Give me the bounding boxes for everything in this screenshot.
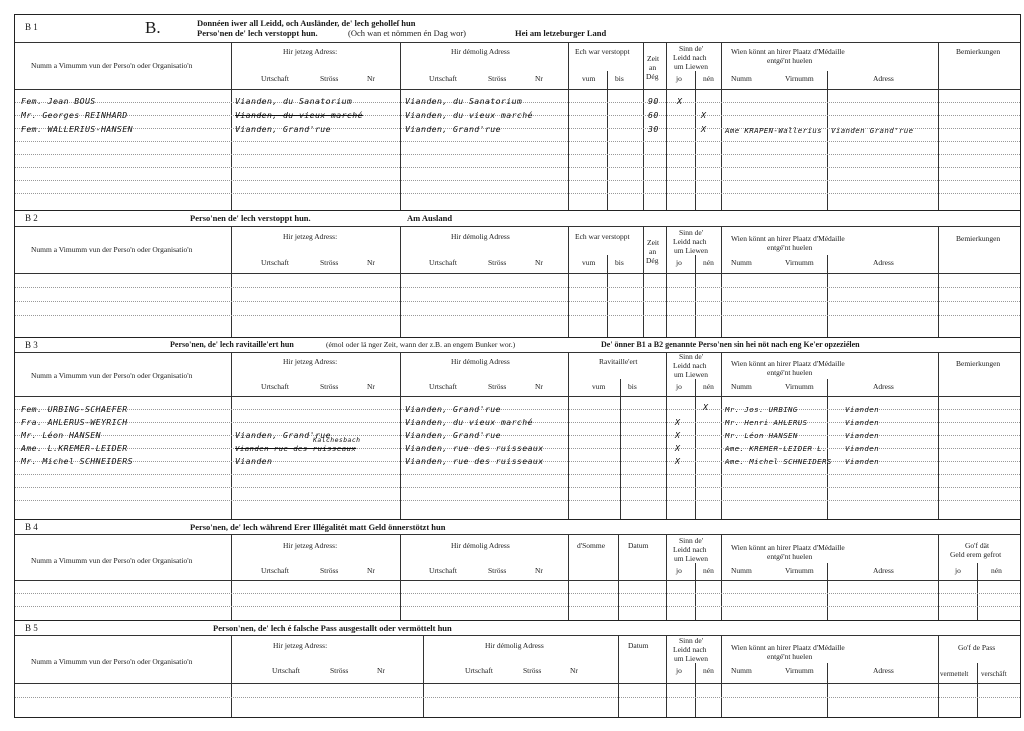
b1-cur-street: Ströss xyxy=(320,74,339,83)
b4-alive2: Leidd nach xyxy=(673,545,707,554)
b1-hidden-header: Ech war verstoppt xyxy=(575,47,630,56)
b4-former-address-header: Hir démolig Adress xyxy=(451,541,510,550)
b4-alive3: um Liewen xyxy=(674,554,708,563)
b3-m-addr: Adress xyxy=(873,382,894,391)
b3-row4-name: Ame. L.KREMER-LEIDER xyxy=(21,443,128,453)
b1-m-first: Virnumm xyxy=(785,74,814,83)
b4-money2: Geld erem gefrot xyxy=(950,550,1002,559)
b3-for-locality: Urtschaft xyxy=(429,382,457,391)
b5-cur-street: Ströss xyxy=(330,666,349,675)
b4-m-addr: Adress xyxy=(873,566,894,575)
b2-code: B 2 xyxy=(25,213,38,223)
b1-row2-days: 60 xyxy=(648,110,659,120)
b3-row1-former: Vianden, Grand'rue xyxy=(405,404,501,414)
b4-cur-locality: Urtschaft xyxy=(261,566,289,575)
b3-row4-yes: X xyxy=(675,443,681,453)
b2-time3: Dég xyxy=(646,256,659,265)
b5-title: Person'nen, de' lech é falsche Pass ausgestallt oder vermöttelt hun xyxy=(213,623,452,633)
b3-row5-name: Mr. Michel SCHNEIDERS xyxy=(21,456,133,466)
b5-name-header: Numm a Vimumm vun der Perso'n oder Organisatio'n xyxy=(31,657,193,666)
b1-medal1: Wien könnt an hirer Plaatz d'Médaille xyxy=(731,47,845,56)
b1-remarks: Bemierkungen xyxy=(956,47,1001,56)
b4-cur-nr: Nr xyxy=(367,566,375,575)
b3-row3-name: Mr. Léon HANSEN xyxy=(21,430,101,440)
b1-row3-medal-name: Ame KRAPEN-Wallerius xyxy=(725,126,822,135)
b2-until: bis xyxy=(615,258,624,267)
b4-title: Perso'nen, de' lech während Erer Illégalitét matt Geld önnerstötzt hun xyxy=(190,522,446,532)
b4-m-name: Numm xyxy=(731,566,752,575)
b2-title: Perso'nen de' lech verstoppt hun. xyxy=(190,213,311,223)
b5-made: verschäft xyxy=(981,670,1007,678)
b2-cur-nr: Nr xyxy=(367,258,375,267)
b2-m-first: Virnumm xyxy=(785,258,814,267)
b3-name-header: Numm a Vimumm vun der Perso'n oder Organisatio'n xyxy=(31,371,193,380)
b1-alive1: Sinn de' xyxy=(679,44,704,53)
b5-medal2: entgé'nt huelen xyxy=(767,652,813,661)
b1-for-street: Ströss xyxy=(488,74,507,83)
b2-former-address-header: Hir démolig Adress xyxy=(451,232,510,241)
b1-until: bis xyxy=(615,74,624,83)
b4-for-nr: Nr xyxy=(535,566,543,575)
b4-current-address-header: Hir jetzeg Adress: xyxy=(283,541,338,550)
b5-date-header: Datum xyxy=(628,641,649,650)
b5-issued: vermettelt xyxy=(940,670,969,678)
b2-medal2: entgé'nt huelen xyxy=(767,243,813,252)
b2-alive2: Leidd nach xyxy=(673,237,707,246)
b5-pass-header: Go'f de Pass xyxy=(958,643,996,652)
b1-row2-no: X xyxy=(701,110,707,120)
b5-cur-nr: Nr xyxy=(377,666,385,675)
b4-code: B 4 xyxy=(25,522,38,532)
b1-no: nén xyxy=(703,74,714,83)
b3-alive3: um Liewen xyxy=(674,370,708,379)
b1-medal2: entgé'nt huelen xyxy=(767,56,813,65)
b5-medal1: Wien könnt an hirer Plaatz d'Médaille xyxy=(731,643,845,652)
b3-title-a: Perso'nen, de' lech ravitaille'ert hun xyxy=(170,340,294,349)
b1-for-nr: Nr xyxy=(535,74,543,83)
b5-m-name: Numm xyxy=(731,666,752,675)
b1-name-header: Numm a Vimumm vun der Perso'n oder Organisatio'n xyxy=(31,61,193,70)
b5-for-nr: Nr xyxy=(570,666,578,675)
b1-row2-name: Mr. Georges REINHARD xyxy=(21,110,128,120)
b2-time1: Zeit xyxy=(647,238,660,247)
b1-title-line1: Donnéen iwer all Leidd, och Ausländer, de' lech geholleſ hun xyxy=(197,18,416,28)
b4-cur-street: Ströss xyxy=(320,566,339,575)
b2-cur-locality: Urtschaft xyxy=(261,258,289,267)
b2-remarks: Bemierkungen xyxy=(956,234,1001,243)
b3-remarks: Bemierkungen xyxy=(956,359,1001,368)
b1-code: B 1 xyxy=(25,22,38,32)
b2-for-locality: Urtschaft xyxy=(429,258,457,267)
b3-no: nén xyxy=(703,382,714,391)
b3-row3-medal-addr: Vianden xyxy=(845,431,879,440)
b1-yes: jo xyxy=(676,74,682,83)
b2-m-name: Numm xyxy=(731,258,752,267)
b3-row4-medal-addr: Vianden xyxy=(845,444,879,453)
form-page xyxy=(14,14,1021,718)
b5-cur-locality: Urtschaft xyxy=(272,666,300,675)
b3-row4-medal-name: Ame. KREMER-LEIDER L. xyxy=(725,444,827,453)
b1-row3-current: Vianden, Grand'rue xyxy=(235,124,331,134)
b1-row1-current: Vianden, du Sanatorium xyxy=(235,96,353,106)
b3-yes: jo xyxy=(676,382,682,391)
b3-row1-medal-name: Mr. Jos. URBING xyxy=(725,405,798,414)
b1-row3-name: Fem. WALLERIUS-HANSEN xyxy=(21,124,133,134)
b5-alive3: um Liewen xyxy=(674,654,708,663)
b3-m-name: Numm xyxy=(731,382,752,391)
b3-cur-locality: Urtschaft xyxy=(261,382,289,391)
b3-ravit-header: Ravitaille'ert xyxy=(599,357,638,366)
b2-current-address-header: Hir jetzeg Adress: xyxy=(283,232,338,241)
b4-sum-header: d'Somme xyxy=(577,541,606,550)
b1-row2-current: Vianden, du vieux marché xyxy=(235,110,363,120)
b5-m-addr: Adress xyxy=(873,666,894,675)
b1-former-address-header: Hir démolig Adress xyxy=(451,47,510,56)
b1-m-name: Numm xyxy=(731,74,752,83)
b5-alive2: Leidd nach xyxy=(673,645,707,654)
b3-row2-name: Fra. AHLERUS-WEYRICH xyxy=(21,417,128,427)
b2-time2: an xyxy=(649,247,657,256)
b4-date-header: Datum xyxy=(628,541,649,550)
b1-time3: Dég xyxy=(646,72,659,81)
b3-row3-yes: X xyxy=(675,430,681,440)
b3-row2-former: Vianden, du vieux marché xyxy=(405,417,533,427)
b1-row3-no: X xyxy=(701,124,707,134)
b5-no: nén xyxy=(703,666,714,675)
b4-name-header: Numm a Vimumm vun der Perso'n oder Organisatio'n xyxy=(31,556,193,565)
b3-current-address-header: Hir jetzeg Adress: xyxy=(283,357,338,366)
b3-row3-current: Vianden, Grand'rue xyxy=(235,430,331,440)
b5-m-first: Virnumm xyxy=(785,666,814,675)
b2-hidden-header: Ech war verstoppt xyxy=(575,232,630,241)
b1-alive3: um Liewen xyxy=(674,62,708,71)
b5-code: B 5 xyxy=(25,623,38,633)
b1-row1-former: Vianden, du Sanatorium xyxy=(405,96,523,106)
b1-row1-name: Fem. Jean BOUS xyxy=(21,96,96,106)
b5-yes: jo xyxy=(676,666,682,675)
b2-alive1: Sinn de' xyxy=(679,228,704,237)
b1-cur-locality: Urtschaft xyxy=(261,74,289,83)
b2-for-street: Ströss xyxy=(488,258,507,267)
b4-medal2: entgé'nt huelen xyxy=(767,552,813,561)
b3-row2-medal-addr: Vianden xyxy=(845,418,879,427)
b4-alive1: Sinn de' xyxy=(679,536,704,545)
b4-money-no: nén xyxy=(991,566,1002,575)
b2-name-header: Numm a Vimumm vun der Perso'n oder Organisatio'n xyxy=(31,245,193,254)
b5-for-street: Ströss xyxy=(523,666,542,675)
b4-m-first: Virnumm xyxy=(785,566,814,575)
b1-header-rule xyxy=(15,42,1020,43)
b1-m-addr: Adress xyxy=(873,74,894,83)
b2-for-nr: Nr xyxy=(535,258,543,267)
b3-row2-medal-name: Mr. Henri AHLERUS xyxy=(725,418,808,427)
b3-medal2: entgé'nt huelen xyxy=(767,368,813,377)
b3-row4-current-correction: Kalchesbach xyxy=(313,436,361,444)
b1-cur-nr: Nr xyxy=(367,74,375,83)
b3-medal1: Wien könnt an hirer Plaatz d'Médaille xyxy=(731,359,845,368)
form-letter: B. xyxy=(145,18,161,37)
b4-no: nén xyxy=(703,566,714,575)
b4-for-locality: Urtschaft xyxy=(429,566,457,575)
b2-cur-street: Ströss xyxy=(320,258,339,267)
b5-alive1: Sinn de' xyxy=(679,636,704,645)
b1-alive2: Leidd nach xyxy=(673,53,707,62)
b1-row3-medal-addr: Vianden Grand'rue xyxy=(831,126,914,135)
b3-row1-no: X xyxy=(703,402,709,412)
b3-row2-yes: X xyxy=(675,417,681,427)
b3-m-first: Virnumm xyxy=(785,382,814,391)
b3-until: bis xyxy=(628,382,637,391)
b3-row5-yes: X xyxy=(675,456,681,466)
b1-row3-days: 30 xyxy=(648,124,659,134)
b2-alive3: um Liewen xyxy=(674,246,708,255)
b3-row4-current: Vianden rue des ruisseaux xyxy=(235,444,357,453)
b4-yes: jo xyxy=(676,566,682,575)
b1-time1: Zeit xyxy=(647,54,660,63)
b4-money-yes: jo xyxy=(955,566,961,575)
b3-row3-medal-name: Mr. Léon HANSEN xyxy=(725,431,798,440)
b1-title-line2a: Perso'nen de' lech verstoppt hun. xyxy=(197,28,318,38)
b3-title-b: (émol oder lä nger Zeit, wann der z.B. an engem Bunker wor.) xyxy=(326,340,516,349)
b2-yes: jo xyxy=(676,258,682,267)
b3-code: B 3 xyxy=(25,340,38,350)
b2-m-addr: Adress xyxy=(873,258,894,267)
b1-title-line2b: (Och wan et nömmen én Dag wor) xyxy=(348,28,467,38)
b2-from: vum xyxy=(582,258,596,267)
b3-row1-name: Fem. URBING-SCHAEFER xyxy=(21,404,128,414)
b1-row1-days: 90 xyxy=(648,96,659,106)
b2-medal1: Wien könnt an hirer Plaatz d'Médaille xyxy=(731,234,845,243)
b5-former-address-header: Hir démolig Adress xyxy=(485,641,544,650)
b1-for-locality: Urtschaft xyxy=(429,74,457,83)
b3-for-street: Ströss xyxy=(488,382,507,391)
b3-from: vum xyxy=(592,382,606,391)
b3-row5-current: Vianden xyxy=(235,456,273,466)
b1-from: vum xyxy=(582,74,596,83)
b1-row1-yes: X xyxy=(677,96,683,106)
b3-for-nr: Nr xyxy=(535,382,543,391)
b3-row5-medal-addr: Vianden xyxy=(845,457,879,466)
b4-for-street: Ströss xyxy=(488,566,507,575)
b3-cur-street: Ströss xyxy=(320,382,339,391)
b3-cur-nr: Nr xyxy=(367,382,375,391)
b3-row1-medal-addr: Vianden xyxy=(845,405,879,414)
b1-time2: an xyxy=(649,63,657,72)
b3-row3-former: Vianden, Grand'rue xyxy=(405,430,501,440)
b4-medal1: Wien könnt an hirer Plaatz d'Médaille xyxy=(731,543,845,552)
b1-current-address-header: Hir jetzeg Adress: xyxy=(283,47,338,56)
b1-title-line2c: Hei am letzeburger Land xyxy=(515,28,607,38)
b2-no: nén xyxy=(703,258,714,267)
b1-row3-former: Vianden, Grand'rue xyxy=(405,124,501,134)
b3-row4-former: Vianden, rue des ruisseaux xyxy=(405,443,544,453)
b3-former-address-header: Hir démolig Adress xyxy=(451,357,510,366)
b1-row2-former: Vianden, du vieux marché xyxy=(405,110,533,120)
b3-row5-former: Vianden, rue des ruisseaux xyxy=(405,456,544,466)
b5-for-locality: Urtschaft xyxy=(465,666,493,675)
b4-money1: Go'f dät xyxy=(965,541,990,550)
b3-alive2: Leidd nach xyxy=(673,361,707,370)
b3-title-c: De' önner B1 a B2 genannte Perso'nen sin hei nöt nach eng Ke'er opzeziélen xyxy=(601,340,860,349)
b5-current-address-header: Hir jetzeg Adress: xyxy=(273,641,328,650)
b3-alive1: Sinn de' xyxy=(679,352,704,361)
b3-row5-medal-name: Ame. Michel SCHNEIDERS xyxy=(725,457,832,466)
b2-title-right: Am Ausland xyxy=(407,213,453,223)
